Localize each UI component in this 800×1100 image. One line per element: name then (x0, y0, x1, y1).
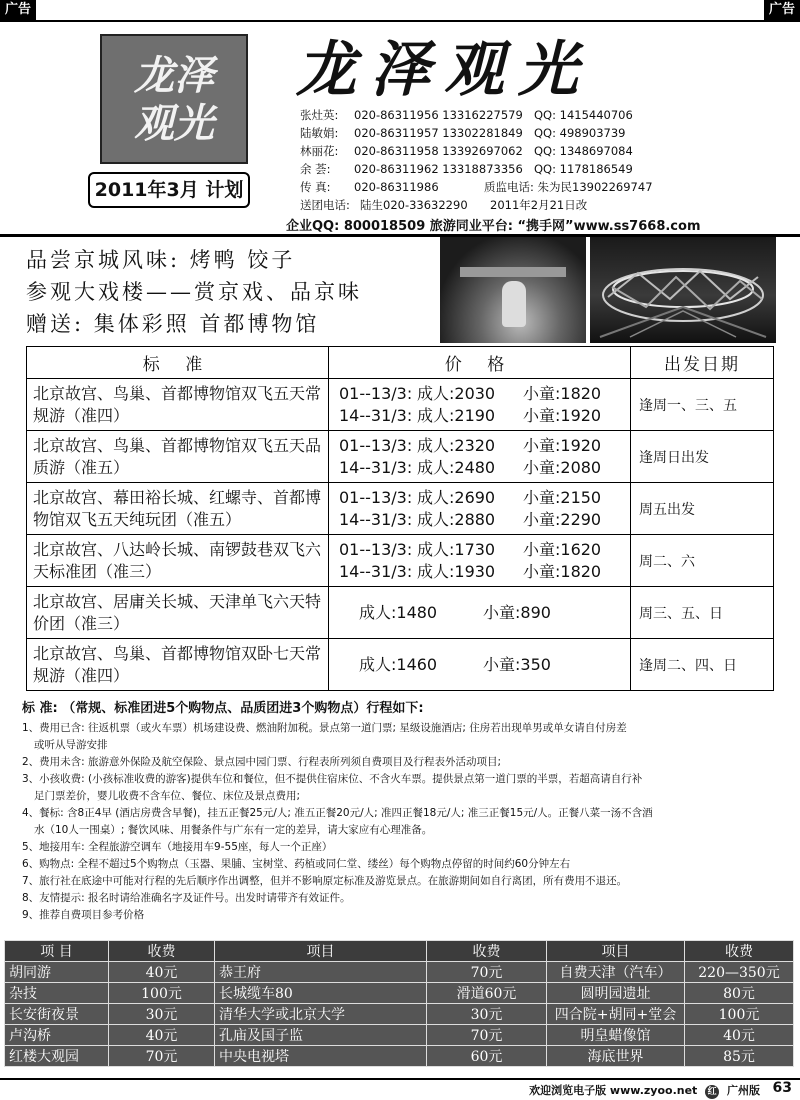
adult-price: 成人:1930 (417, 561, 496, 581)
fee-price: 30元 (427, 1004, 547, 1025)
adult-price: 成人:2320 (417, 435, 496, 455)
fee-price: 100元 (109, 983, 215, 1004)
note-continuation: 或听从导游安排 (34, 739, 108, 751)
table-row (5, 983, 794, 1004)
optional-fees-table (4, 940, 794, 1067)
contact-row (300, 142, 653, 160)
contact-row (300, 106, 653, 124)
child-price: 小童:1820 (523, 561, 602, 581)
page-footer (0, 1078, 800, 1100)
opera-stage-photo (440, 237, 586, 343)
contact-row (300, 160, 653, 178)
contact-phone: 020-86311962 13318873356 (354, 162, 523, 176)
adult-price: 成人:1480 (359, 602, 438, 622)
company-logo (100, 34, 248, 164)
adult-price: 成人:2880 (417, 509, 496, 529)
contact-row (300, 124, 653, 142)
column-header-standard: 标 准 (27, 347, 329, 379)
table-row (27, 379, 774, 431)
fee-item: 胡同游 (5, 962, 109, 983)
fee-price: 30元 (109, 1004, 215, 1025)
fee-price: 滑道60元 (427, 983, 547, 1004)
fee-price: 100元 (685, 1004, 794, 1025)
fee-item: 孔庙及国子监 (215, 1025, 427, 1046)
ad-label-right: 广告 (764, 0, 800, 20)
fee-item: 恭王府 (215, 962, 427, 983)
fee-item: 明皇蜡像馆 (547, 1025, 685, 1046)
child-price: 小童:350 (483, 654, 551, 674)
brand-title: 龙泽观光 (296, 35, 592, 105)
note-item: 5、地接用车: 全程旅游空调车（地接用车9-55座，每人一个正座） (22, 841, 333, 853)
fee-item: 海底世界 (547, 1046, 685, 1067)
edition-badge-icon: 红 (705, 1085, 719, 1099)
table-row (27, 535, 774, 587)
fee-item: 红楼大观园 (5, 1046, 109, 1067)
child-price: 小童:1820 (523, 383, 602, 403)
adult-price: 成人:1730 (417, 539, 496, 559)
adult-price: 成人:2690 (417, 487, 496, 507)
price-period: 14--31/3: (339, 509, 413, 529)
delivery-row (300, 196, 653, 214)
table-row (5, 962, 794, 983)
fee-item: 长安街夜景 (5, 1004, 109, 1025)
fee-price: 40元 (685, 1025, 794, 1046)
contact-name: 林丽花: (300, 144, 339, 158)
revision-date: 2011年2月21日改 (490, 198, 588, 212)
departure-days: 周五出发 (631, 483, 774, 535)
fee-price: 40元 (109, 962, 215, 983)
stage-shape (460, 267, 566, 277)
child-price: 小童:890 (483, 602, 551, 622)
departure-days: 周二、六 (631, 535, 774, 587)
child-price: 小童:2290 (523, 509, 602, 529)
fee-item: 长城缆车80 (215, 983, 427, 1004)
note-item: 7、旅行社在底途中可能对行程的先后顺序作出调整，但并不影响原定标准及游览景点。在旅游期间如自行离团，所有费用不退还。 (22, 875, 628, 887)
ad-label-left: 广告 (0, 0, 36, 20)
footer-website: 欢迎浏览电子版 www.zyoo.net (529, 1084, 698, 1097)
tour-price (329, 535, 631, 587)
slogan-line: 赠送: 集体彩照 首都博物馆 (26, 312, 320, 336)
fee-item: 卢沟桥 (5, 1025, 109, 1046)
note-item: 8、友情提示: 报名时请给准确名字及证件号。出发时请带齐有效证件。 (22, 892, 351, 904)
adult-price: 成人:1460 (359, 654, 438, 674)
price-period: 01--13/3: (339, 383, 413, 403)
note-item: 4、餐标: 含8正4早 (酒店房费含早餐)，挂五正餐25元/人; 准五正餐20元/人; 准四正餐18元/人; 准三正餐15元/人。正餐八菜一汤不含酒 (22, 807, 653, 819)
fee-price: 40元 (109, 1025, 215, 1046)
departure-days: 逢周日出发 (631, 431, 774, 483)
fee-item: 自费天津（汽车） (547, 962, 685, 983)
child-price: 小童:1920 (523, 405, 602, 425)
contact-qq: QQ: 1348697084 (534, 144, 633, 158)
fee-price: 85元 (685, 1046, 794, 1067)
departure-days: 逢周二、四、日 (631, 639, 774, 691)
column-header-departure: 出发日期 (631, 347, 774, 379)
corporate-qq-line: 企业QQ: 800018509 旅游同业平台: “携手网”www.ss7668.com (286, 219, 701, 234)
fees-header: 项目 (215, 941, 427, 962)
column-header-price: 价 格 (329, 347, 631, 379)
price-period: 14--31/3: (339, 405, 413, 425)
tour-price (329, 587, 631, 639)
contact-qq: QQ: 1178186549 (534, 162, 633, 176)
price-period: 01--13/3: (339, 487, 413, 507)
fee-price: 60元 (427, 1046, 547, 1067)
tour-name: 北京故宫、八达岭长城、南锣鼓巷双飞六天标准团（准三） (27, 535, 329, 587)
table-row (5, 1004, 794, 1025)
contact-list (300, 106, 653, 214)
adult-price: 成人:2030 (417, 383, 496, 403)
tour-name: 北京故宫、鸟巢、首都博物馆双飞五天常规游（准四） (27, 379, 329, 431)
note-item: 6、购物点: 全程不超过5个购物点（玉器、果脯、宝树堂、药植或同仁堂、缕丝）每个购物点停留的时间约60分钟左右 (22, 858, 571, 870)
delivery-label: 送团电话: (300, 198, 350, 212)
child-price: 小童:2080 (523, 457, 602, 477)
footer-edition: 广州版 (727, 1084, 760, 1097)
table-header-row (27, 347, 774, 379)
birds-nest-stadium-photo (590, 237, 776, 343)
slogan-line: 品尝京城风味: 烤鸭 饺子 (26, 248, 296, 272)
table-row (27, 483, 774, 535)
fee-item: 中央电视塔 (215, 1046, 427, 1067)
delivery-phone: 陆生020-33632290 (360, 198, 468, 212)
fee-item: 清华大学或北京大学 (215, 1004, 427, 1025)
fee-item: 四合院+胡同+堂会 (547, 1004, 685, 1025)
logo-line-2: 观光 (134, 100, 214, 147)
fax-row (300, 178, 653, 196)
contact-phone: 020-86311958 13392697062 (354, 144, 523, 158)
tour-price (329, 379, 631, 431)
fees-header: 项 目 (5, 941, 109, 962)
contact-qq: QQ: 1415440706 (534, 108, 633, 122)
note-item: 2、费用未含: 旅游意外保险及航空保险、景点园中园门票、行程表所列须自费项目及行程表外活动项目; (22, 756, 502, 768)
contact-phone: 020-86311957 13302281849 (354, 126, 523, 140)
tour-price-table (26, 346, 774, 691)
note-item: 3、小孩收费: (小孩标准收费的游客)提供车位和餐位，但不提供住宿床位、不含火车票。提供景点第一道门票的半票，若超高请自行补 (22, 773, 643, 785)
adult-price: 成人:2480 (417, 457, 496, 477)
fee-price: 80元 (685, 983, 794, 1004)
fax-number: 020-86311986 (354, 180, 439, 194)
child-price: 小童:1620 (523, 539, 602, 559)
fee-price: 70元 (427, 962, 547, 983)
contact-name: 张灶英: (300, 108, 339, 122)
fees-header: 项目 (547, 941, 685, 962)
tour-name: 北京故宫、幕田裕长城、红螺寺、首都博物馆双飞五天纯玩团（准五） (27, 483, 329, 535)
footer-rule (0, 1078, 800, 1080)
itinerary-notes (22, 700, 782, 924)
table-row (5, 1025, 794, 1046)
table-row (27, 639, 774, 691)
fax-label: 传 真: (300, 180, 331, 194)
fee-item: 圆明园遗址 (547, 983, 685, 1004)
slogan-line: 参观大戏楼——赏京戏、品京味 (26, 280, 362, 304)
footer-text (529, 1082, 760, 1099)
fees-header-row (5, 941, 794, 962)
plan-badge: 2011年3月 计划 (88, 172, 250, 208)
departure-days: 逢周一、三、五 (631, 379, 774, 431)
tour-price (329, 483, 631, 535)
tour-price (329, 431, 631, 483)
quality-hotline: 质监电话: 朱为民13902269747 (484, 180, 653, 194)
adult-price: 成人:2190 (417, 405, 496, 425)
fee-price: 70元 (109, 1046, 215, 1067)
tour-price (329, 639, 631, 691)
child-price: 小童:1920 (523, 435, 602, 455)
note-item: 9、推荐自费项目参考价格 (22, 909, 145, 921)
contact-qq: QQ: 498903739 (534, 126, 626, 140)
fee-price: 70元 (427, 1025, 547, 1046)
price-period: 01--13/3: (339, 539, 413, 559)
note-item: 1、费用已含: 往返机票（或火车票）机场建设费、燃油附加税。景点第一道门票; 星级设施酒店; 住房若出现单男或单女请自付房差 (22, 722, 627, 734)
opera-performer-figure (502, 281, 526, 327)
child-price: 小童:2150 (523, 487, 602, 507)
tour-name: 北京故宫、居庸关长城、天津单飞六天特价团（准三） (27, 587, 329, 639)
stadium-drawing (590, 237, 776, 343)
table-row (27, 587, 774, 639)
page-number: 63 (772, 1080, 792, 1096)
contact-phone: 020-86311956 13316227579 (354, 108, 523, 122)
table-row (27, 431, 774, 483)
fees-header: 收费 (109, 941, 215, 962)
logo-line-1: 龙泽 (134, 52, 214, 99)
departure-days: 周三、五、日 (631, 587, 774, 639)
note-continuation: 水（10人一围桌）; 餐饮风味、用餐条件与广东有一定的差异，请大家应有心理准备。 (34, 824, 433, 836)
notes-heading: 标 准: （常规、标准团进5个购物点、品质团进3个购物点）行程如下: (22, 701, 424, 716)
tour-name: 北京故宫、鸟巢、首都博物馆双卧七天常规游（准四） (27, 639, 329, 691)
fees-header: 收费 (427, 941, 547, 962)
price-period: 01--13/3: (339, 435, 413, 455)
price-period: 14--31/3: (339, 561, 413, 581)
contact-name: 陆敏娟: (300, 126, 339, 140)
fee-item: 杂技 (5, 983, 109, 1004)
price-period: 14--31/3: (339, 457, 413, 477)
contact-name: 余 荟: (300, 162, 331, 176)
top-bar (0, 0, 800, 22)
table-row (5, 1046, 794, 1067)
fees-header: 收费 (685, 941, 794, 962)
note-continuation: 足门票差价，婴儿收费不含车位、餐位、床位及景点费用; (34, 790, 301, 802)
fee-price: 220—350元 (685, 962, 794, 983)
tour-name: 北京故宫、鸟巢、首都博物馆双飞五天品质游（准五） (27, 431, 329, 483)
